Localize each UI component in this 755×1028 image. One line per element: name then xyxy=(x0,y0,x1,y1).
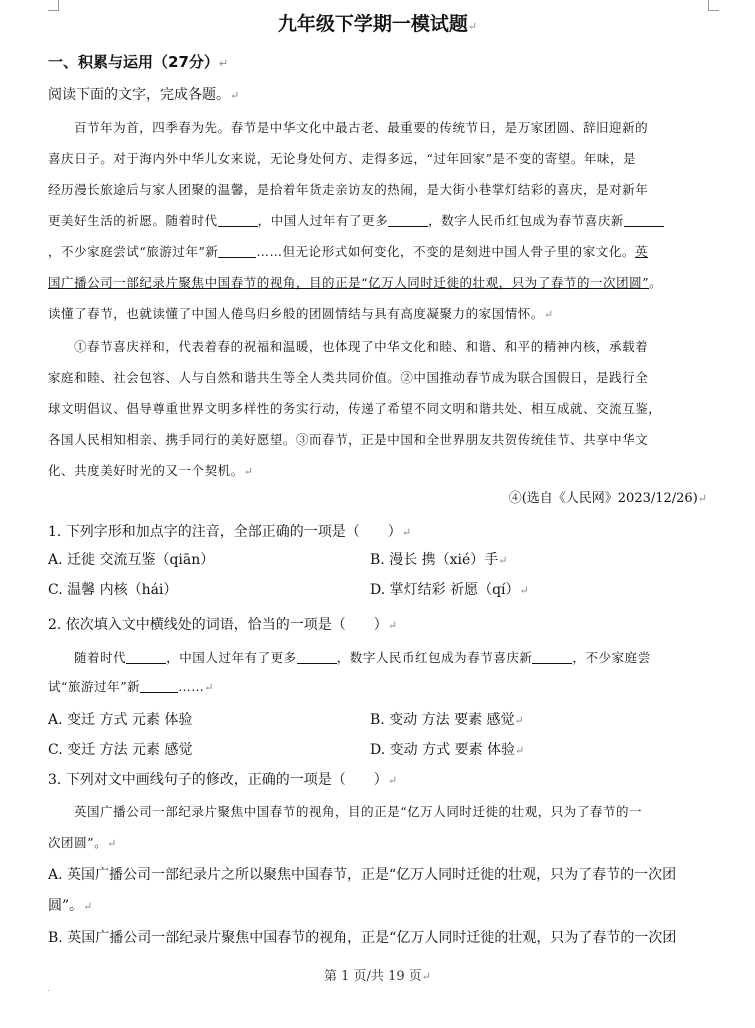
passage-line: 家庭和睦、社会包容、人与自然和谐共生等全人类共同价值。②中国推动春节成为联合国假日，是践行全 xyxy=(48,370,649,385)
fill-blank xyxy=(624,212,664,227)
page-title: 九年级下学期一模试题↵ xyxy=(277,13,478,35)
passage-line: 百节年为首，四季春为先。春节是中华文化中最古老、最重要的传统节日，是万家团圆、辞旧迎新的 xyxy=(74,120,649,135)
section-heading: 一、积累与运用（27分）↵ xyxy=(48,53,229,71)
passage-line: ①春节喜庆祥和，代表着春的祝福和温暖，也体现了中华文化和睦、和谐、和平的精神内核，承载着 xyxy=(74,339,649,354)
passage-line: 化、共度美好时光的又一个契机。↵ xyxy=(48,463,254,478)
question-2-excerpt: 试“旅游过年”新 ……↵ xyxy=(48,679,215,694)
question-1-option-c: C. 温馨 内核（hái） xyxy=(48,582,178,598)
question-1-option-d: D. 掌灯结彩 祈愿（qí）↵ xyxy=(370,582,529,598)
question-3-option-a-cont: 圆”。↵ xyxy=(48,898,93,914)
question-2-stem: 2. 依次填入文中横线处的词语，恰当的一项是（ ）↵ xyxy=(48,617,398,633)
underlined-sentence: 国广播公司一部纪录片聚焦中国春节的视角，目的正是“亿万人同时迁徙的壮观，只为了春节的一次团圆”。 xyxy=(48,275,663,290)
fill-blank xyxy=(140,678,178,693)
fill-blank xyxy=(532,649,572,664)
page-footer: 第 1 页/共 19 页↵ xyxy=(324,969,431,984)
question-3-option-b: B. 英国广播公司一部纪录片聚焦中国春节的视角，正是“亿万人同时迁徙的壮观，只为了春节的一次团 xyxy=(48,930,677,946)
question-3-excerpt: 次团圆”。↵ xyxy=(48,835,117,850)
question-1-option-b: B. 漫长 携（xié）手↵ xyxy=(370,552,508,568)
passage-line: 球文明倡议、倡导尊重世界文明多样性的务实行动，传递了希望不同文明和谐共处、相互成就、交流互鉴， xyxy=(48,401,662,416)
passage-line: 经历漫长旅途后与家人团聚的温馨，是拾着年货走亲访友的热闹，是大街小巷掌灯结彩的喜庆，是对新年 xyxy=(48,182,649,197)
passage-line: 更美好生活的祈愿。随着时代 ，中国人过年有了更多 ，数字人民币红包成为春节喜庆新 xyxy=(48,211,664,231)
question-2-option-b: B. 变动 方法 要素 感觉↵ xyxy=(370,712,524,728)
fill-blank xyxy=(388,212,428,227)
question-3-stem: 3. 下列对文中画线句子的修改，正确的一项是（ ）↵ xyxy=(48,772,398,788)
passage-line: 各国人民相知相亲、携手同行的美好愿望。③而春节，正是中国和全世界朋友共贺传统佳节、共享中华文 xyxy=(48,432,649,447)
question-2-excerpt: 随着时代 ，中国人过年有了更多 ，数字人民币红包成为春节喜庆新 ，不少家庭尝 xyxy=(74,650,651,665)
passage-line: ，不少家庭尝试“旅游过年”新 ……但无论形式如何变化，不变的是刻进中国人骨子里的家文化。英 xyxy=(48,244,648,259)
question-3-option-a: A. 英国广播公司一部纪录片之所以聚焦中国春节，正是“亿万人同时迁徙的壮观，只为了春节的一次团 xyxy=(48,867,677,883)
instruction: 阅读下面的文字，完成各题。↵ xyxy=(48,87,240,103)
crop-mark-bottom-left xyxy=(48,990,49,991)
fill-blank xyxy=(218,212,258,227)
question-2-option-a: A. 变迁 方式 元素 体验 xyxy=(48,712,193,728)
fill-blank xyxy=(126,649,166,664)
crop-mark-top-right xyxy=(708,0,719,11)
question-1-stem: 1. 下列字形和加点字的注音，全部正确的一项是（ ）↵ xyxy=(48,524,412,540)
question-2-option-c: C. 变迁 方法 元素 感觉 xyxy=(48,742,193,758)
passage-line: 读懂了春节，也就读懂了中国人倦鸟归乡般的团圆情结与具有高度凝聚力的家国情怀。↵ xyxy=(48,306,554,321)
fill-blank xyxy=(297,649,337,664)
passage-source: ④(选自《人民网》2023/12/26)↵ xyxy=(508,491,707,506)
question-3-excerpt: 英国广播公司一部纪录片聚焦中国春节的视角，目的正是“亿万人同时迁徙的壮观，只为了春节的一 xyxy=(74,804,643,819)
fill-blank xyxy=(218,243,256,258)
question-2-option-d: D. 变动 方式 要素 体验↵ xyxy=(370,742,525,758)
passage-line: 喜庆日子。对于海内外中华儿女来说，无论身处何方、走得多远，“过年回家”是不变的寄望。年味，是 xyxy=(48,151,637,166)
question-1-option-a: A. 迁徙 交流互鉴（qiān） xyxy=(48,552,215,568)
crop-mark-top-left xyxy=(48,0,59,11)
